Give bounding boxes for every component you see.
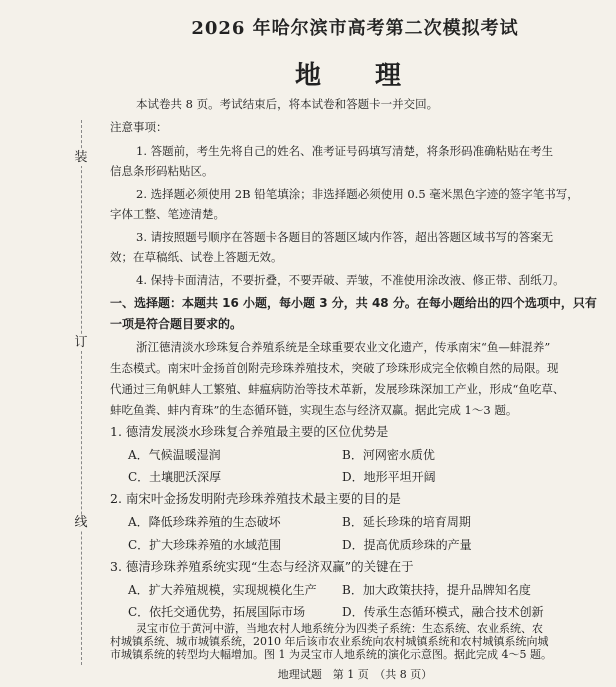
page-footer: 地理试题 第 1 页 （共 8 页）: [277, 668, 433, 681]
notice-3b: 效；在草稿纸、试卷上答题无效。: [110, 250, 283, 264]
notice-1a: 1. 答题前，考生先将自己的姓名、准考证号码填写清楚，将条形码准确粘贴在考生: [136, 144, 554, 158]
notice-1b: 信息条形码粘贴区。: [110, 164, 214, 178]
question-3-stem: 3. 德清珍珠养殖系统实现“生态与经济双赢”的关键在于: [110, 559, 414, 574]
notice-title: 注意事项：: [110, 120, 168, 134]
notice-4: 4. 保持卡面清洁，不要折叠，不要弄破、弄皱，不准使用涂改液、修正带、刮纸刀。: [136, 273, 565, 287]
question-2-option-c: C．扩大珍珠养殖的水域范围: [128, 538, 282, 552]
binding-char-ding: 订: [74, 335, 88, 350]
question-2-option-d: D．提高优质珍珠的产量: [342, 538, 472, 552]
question-2-option-a: A．降低珍珠养殖的生态破坏: [128, 515, 281, 529]
exam-title: 2026 年哈尔滨市高考第二次模拟考试: [191, 18, 519, 39]
passage2-line2: 村城镇系统、城市城镇系统，2010 年后该市农业系统向农村城镇系统和农村城镇系统向城: [110, 635, 549, 648]
binding-char-xian: 线: [74, 515, 88, 530]
passage1-line2: 生态模式。南宋叶金扬首创附壳珍珠养殖技术，突破了珍珠形成完全依赖自然的局限。现: [110, 361, 559, 375]
binding-dashed-line: [81, 120, 82, 665]
question-2-stem: 2. 南宋叶金扬发明附壳珍珠养殖技术最主要的目的是: [110, 491, 401, 506]
passage1-line4: 蚌吃鱼粪、蚌内育珠”的生态循环链，实现生态与经济双赢。据此完成 1～3 题。: [110, 403, 518, 417]
intro-line: 本试卷共 8 页。考试结束后，将本试卷和答题卡一并交回。: [136, 97, 439, 111]
question-3-option-b: B．加大政策扶持，提升品牌知名度: [342, 583, 531, 597]
section-heading-line2: 一项是符合题目要求的。: [110, 317, 243, 331]
question-2-option-b: B．延长珍珠的培育周期: [342, 515, 471, 529]
question-3-option-c: C．依托交通优势，拓展国际市场: [128, 605, 306, 619]
notice-2a: 2. 选择题必须使用 2B 铅笔填涂；非选择题必须使用 0.5 毫米黑色字迹的签字笔书写，: [136, 187, 579, 201]
question-3-option-d: D．传承生态循环模式，融合技术创新: [342, 605, 544, 619]
question-1-option-b: B．河网密水质优: [342, 448, 435, 462]
question-1-stem: 1. 德清发展淡水珍珠复合养殖最主要的区位优势是: [110, 424, 389, 439]
question-1-option-c: C．土壤肥沃深厚: [128, 470, 222, 484]
passage2-line1: 灵宝市位于黄河中游，当地农村人地系统分为四类子系统：生态系统、农业系统、农: [136, 622, 543, 635]
notice-3a: 3. 请按照题号顺序在答题卡各题目的答题区域内作答，超出答题区域书写的答案无: [136, 230, 554, 244]
passage1-line3: 代通过三角帆蚌人工繁殖、蚌瘟病防治等技术革新，发展珍珠深加工产业，形成“鱼吃草、: [110, 382, 565, 396]
binding-char-zhuang: 装: [74, 150, 88, 165]
section-heading-line1: 一、选择题：本题共 16 小题，每小题 3 分，共 48 分。在每小题给出的四个选项中，只有: [110, 296, 597, 310]
question-3-option-a: A．扩大养殖规模，实现规模化生产: [128, 583, 317, 597]
question-1-option-d: D．地形平坦开阔: [342, 470, 436, 484]
passage1-line1: 浙江德清淡水珍珠复合养殖系统是全球重要农业文化遗产，传承南宋“鱼—蚌混养”: [136, 340, 551, 354]
notice-2b: 字体工整、笔迹清楚。: [110, 207, 225, 221]
question-1-option-a: A．气候温暖湿润: [128, 448, 221, 462]
subject-title: 地 理: [294, 61, 415, 91]
passage2-line3: 市城镇系统的转型均大幅增加。图 1 为灵宝市人地系统的演化示意图。据此完成 4～5 题。: [110, 648, 552, 661]
